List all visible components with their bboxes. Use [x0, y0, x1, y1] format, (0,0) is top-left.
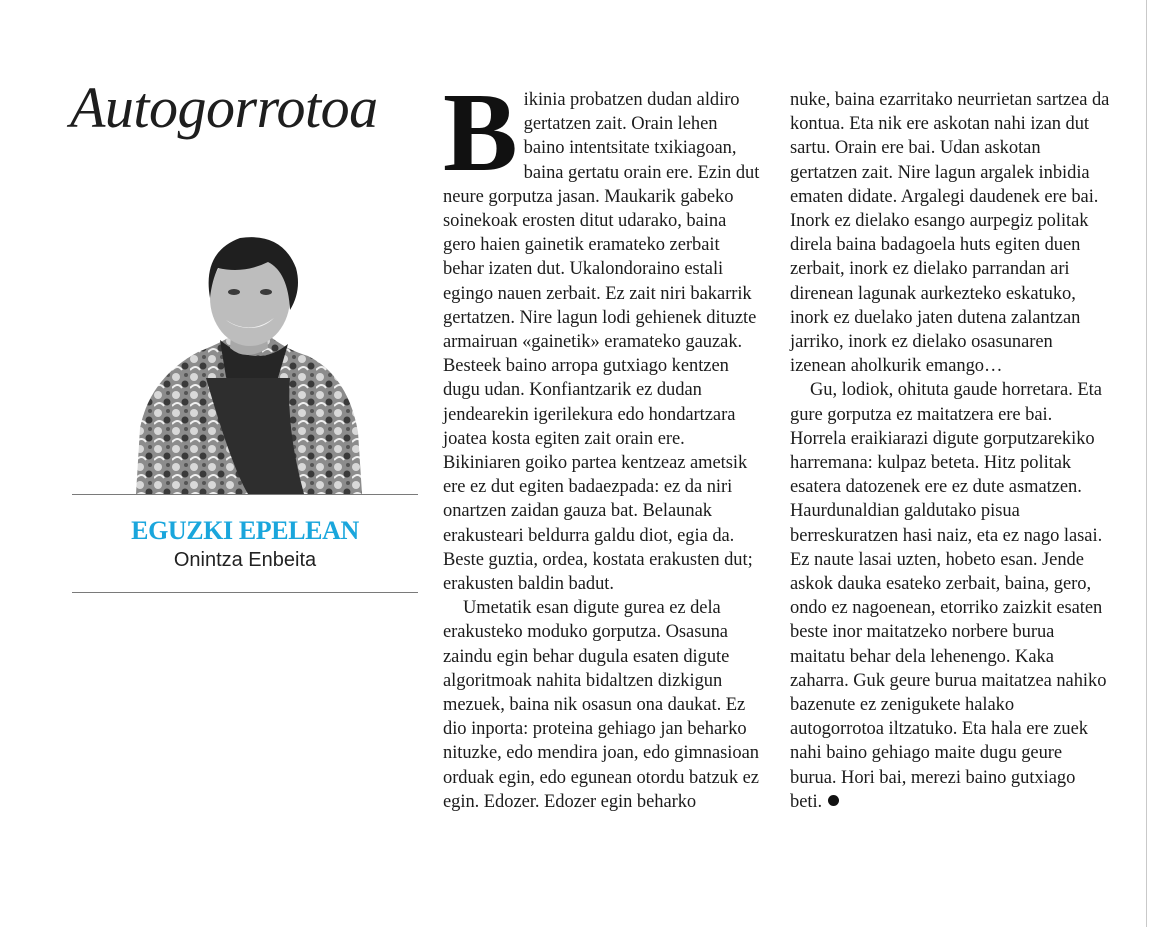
author-portrait [136, 228, 364, 494]
end-mark-icon [828, 795, 839, 806]
page-edge-rule [1146, 0, 1147, 927]
paragraph-3 [790, 378, 1110, 814]
paragraph-1-text: ikinia probatzen dudan aldiro gertatzen zait. Orain lehen baino intentsitate txikiagoan, baina gertatu orain ere. Ezin dut neure gorputza jasan. Maukarik gabeko soinekoak erosten ditut udarako, baina gero haien gainetik eramateko zerbait behar izaten dut. Ukalondoraino estali egingo nauen zerbait. Ez zait niri bakarrik gertatzen. Nire lagun lodi gehienek dituzte armairuan «gainetik» eramateko gauzak. Besteek baino arropa gutxiago kentzen dugu udan. Konfiantzarik ez dudan jendearekin igerilekura edo hondartzara joatea kosta egiten zait orain ere. Bikiniaren goiko partea kentzeaz ametsik ere ez dut egiten badaezpada: ez da niri onartzen zaidan gauza bat. Belaunak erakusteari beldurra galdu diot, egia da. Beste guztia, ordea, kostata erakusten dut; erakusten baldin badut. [443, 90, 760, 595]
byline-bottom-rule [72, 592, 418, 593]
paragraph-2: Umetatik esan digute gurea ez dela erakusteko moduko gorputza. Osasuna zaindu egin behar dugula esaten digute algoritmoak nahita bidaltzen dizkigun mezuek, baina nik osasun ona daukat. Ez dio inporta: proteina gehiago jan beharko nituzke, edo mendira joan, edo gimnasioan orduak egin, edo egunean otordu batzuk ez egin. Edozer. Edozer egin beharko [443, 598, 759, 812]
paragraph-3-text: Gu, lodiok, ohituta gaude horretara. Eta gure gorputza ez maitatzera ere bai. Horrela eraikiarazi digute gorputzarekiko harremana: kulpaz beteta. Hitz politak esatera datozenek ere ez dute asmatzen. Haurdunaldian galdutako pisua berreskuratzen hasi naiz, eta ez nago lasai. Ez naute lasai uzten, hobeto esan. Jende askok dauka esateko zerbait, baina, gero, ondo ez nagoenean, etorriko zaizkit esaten beste inor maitatzeko norbere burua maitatu behar dela lehenengo. Kaka zaharra. Guk geure burua maitatzea nahiko bazenute ez zenigukete halako autogorrotoa iltzatuko. Eta hala ere zuek nahi baino gehiago maite dugu geure burua. Hori bai, merezi baino gutxiago beti. [790, 380, 1107, 812]
article-column-2 [790, 88, 1110, 814]
author-name: Onintza Enbeita [173, 549, 317, 571]
byline-top-rule [72, 494, 418, 495]
article-title: Autogorrotoa [70, 75, 378, 140]
paragraph-1 [443, 71, 761, 596]
column-name: EGUZKI EPELEAN [131, 516, 359, 545]
paragraph-2-continued: nuke, baina ezarritako neurrietan sartzea da kontua. Eta nik ere askotan nahi izan dut sartu. Orain ere bai. Udan askotan gertatzen zait. Nire lagun argalek inbidia ematen didate. Argalegi daudenek ere bai. Inork ez dielako esango aurpegiz politak direla baina badagoela huts egiten duen zerbait, inork ez dielako parrandan ari direnean lagunak aurkezteko eskatuko, inork ez duelako jaten dutena zalantzan jarriko, inork ez dielako osasunaren izenean aholkurik emango… [790, 90, 1110, 377]
article-column-1 [443, 71, 761, 814]
drop-cap: B [443, 71, 518, 195]
